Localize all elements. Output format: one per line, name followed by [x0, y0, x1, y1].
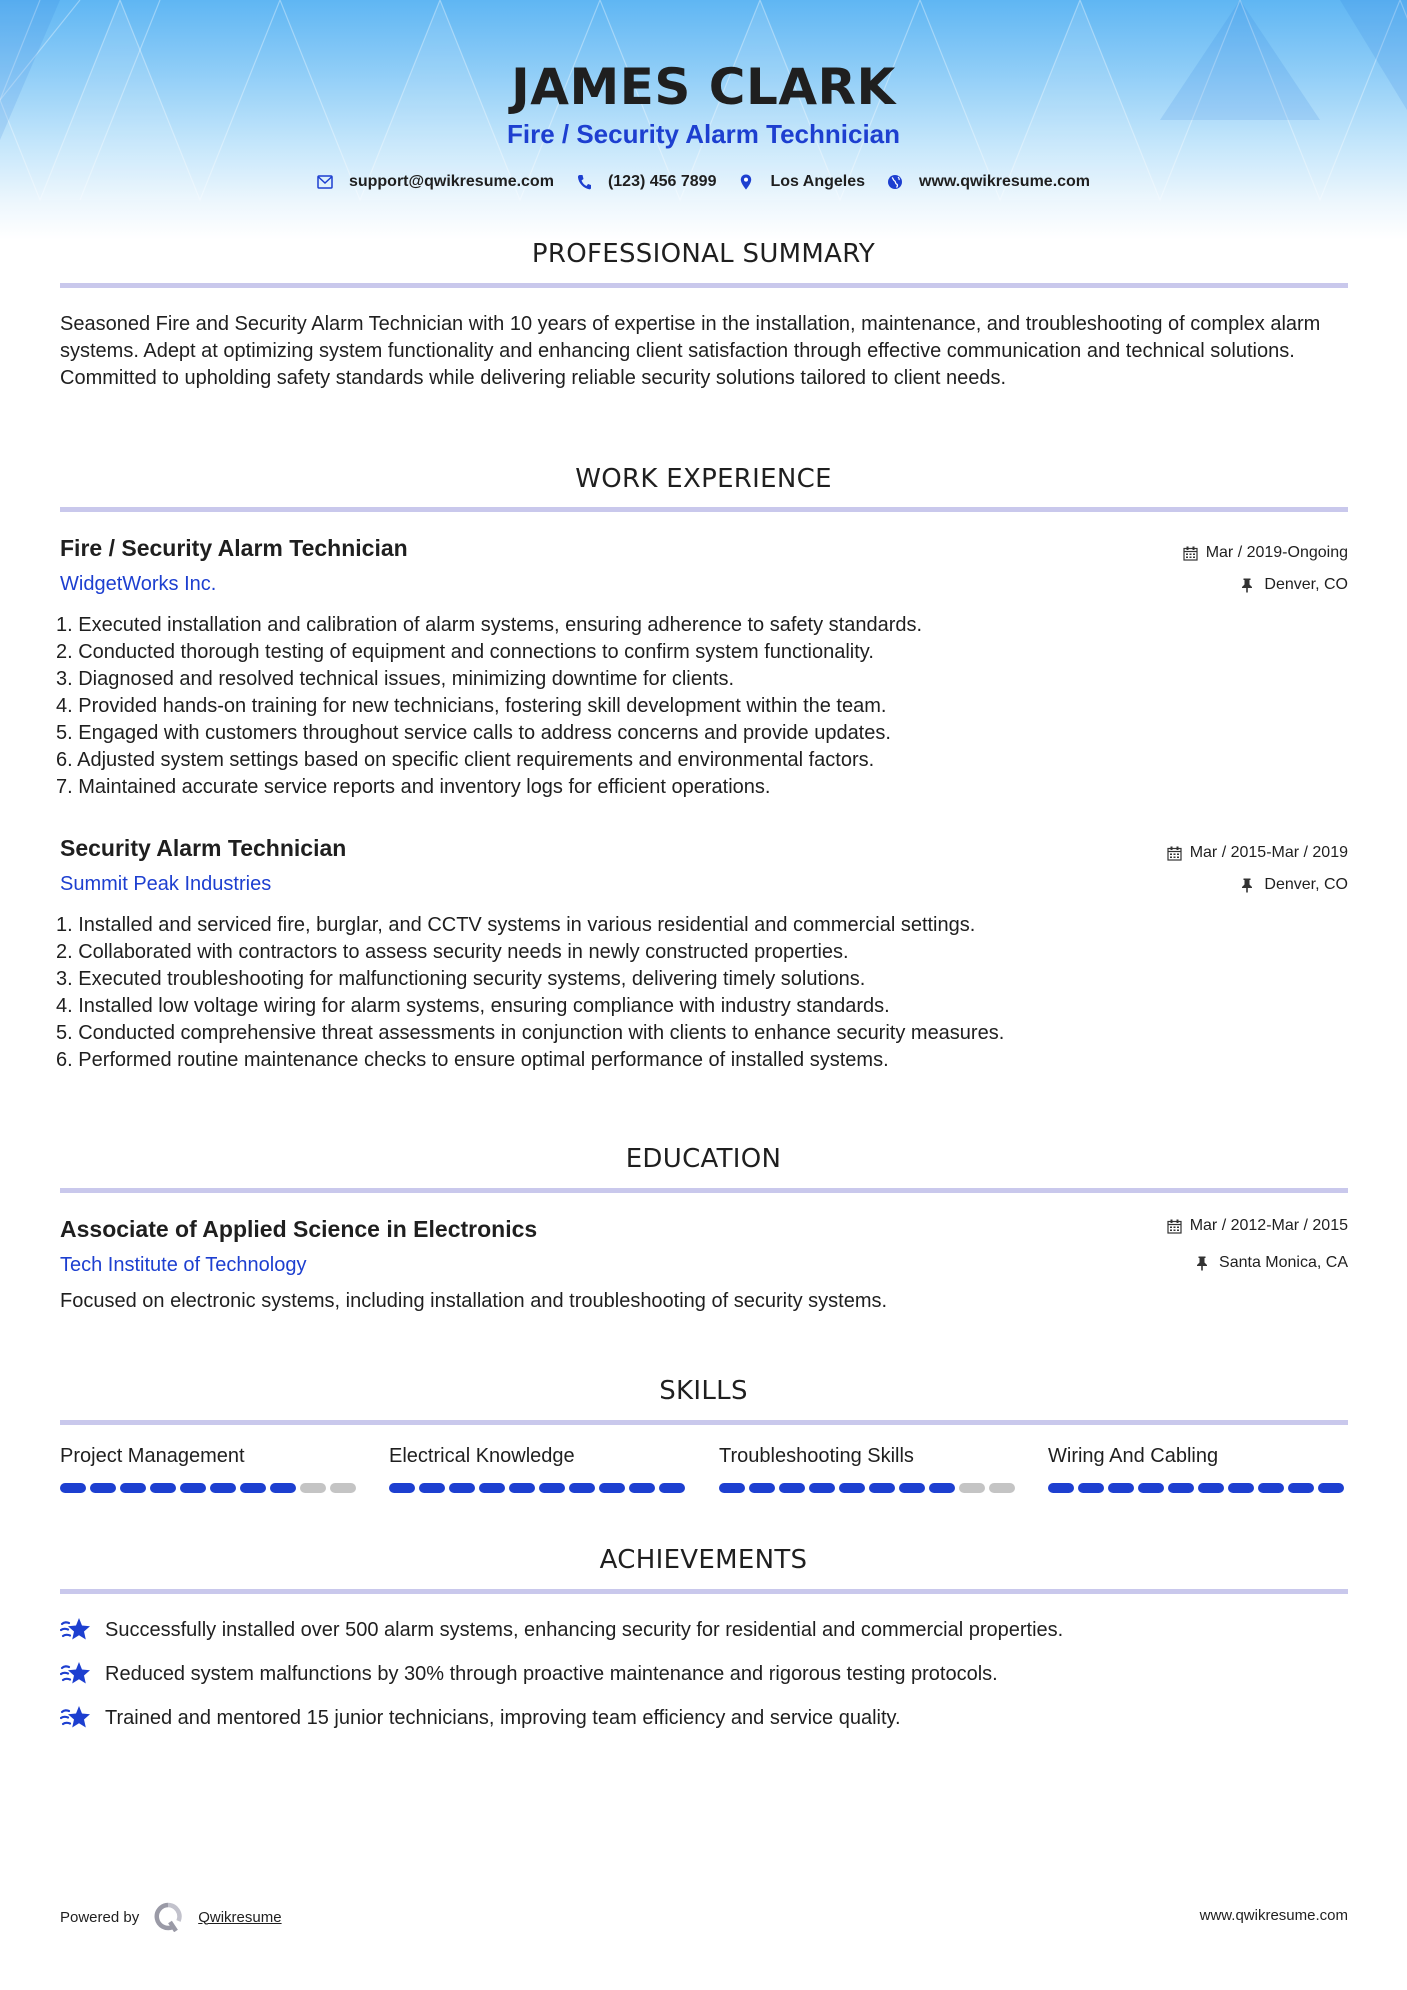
education-dates — [1167, 1217, 1348, 1235]
skill-segment-empty — [959, 1483, 985, 1493]
skill-segment-filled — [749, 1483, 775, 1493]
education-dates-text: Mar / 2012-Mar / 2015 — [1189, 1217, 1348, 1234]
qwikresume-link[interactable]: Qwikresume — [198, 1908, 282, 1926]
section-title-experience: WORK EXPERIENCE — [575, 464, 832, 494]
skill-name: Wiring And Cabling — [1048, 1445, 1219, 1467]
job-bullets — [56, 612, 1356, 801]
calendar-icon — [1183, 546, 1198, 561]
achievement-text: Reduced system malfunctions by 30% through proactive maintenance and rigorous testing protocols. — [105, 1662, 998, 1685]
qwikresume-logo-icon — [153, 1902, 183, 1932]
achievement-text: Trained and mentored 15 junior technicians, improving team efficiency and service quality. — [105, 1706, 901, 1729]
job-bullet: 4. Installed low voltage wiring for alarm systems, ensuring compliance with industry standards. — [56, 995, 890, 1017]
skill-segment-filled — [389, 1483, 415, 1493]
skill-item — [719, 1445, 1019, 1493]
website-text: www.qwikresume.com — [919, 173, 1091, 190]
skill-segment-filled — [240, 1483, 266, 1493]
skill-segment-filled — [569, 1483, 595, 1493]
job-bullet: 2. Conducted thorough testing of equipment and connections to confirm system functionality. — [56, 641, 874, 663]
skill-segment-filled — [629, 1483, 655, 1493]
shooting-star-icon — [60, 1617, 92, 1643]
skill-segment-filled — [180, 1483, 206, 1493]
skill-rating-bar — [389, 1483, 689, 1493]
job-bullet: 1. Executed installation and calibration of alarm systems, ensuring adherence to safety standards. — [56, 614, 923, 636]
skill-item — [60, 1445, 360, 1493]
job-dates — [1183, 544, 1348, 562]
candidate-title: Fire / Security Alarm Technician — [506, 119, 901, 149]
job-dates-text: Mar / 2015-Mar / 2019 — [1189, 844, 1348, 861]
powered-by-label: Powered by — [60, 1908, 140, 1926]
skill-name: Troubleshooting Skills — [719, 1445, 914, 1467]
contact-website[interactable] — [887, 173, 1090, 191]
skill-segment-filled — [1078, 1483, 1104, 1493]
contact-phone[interactable] — [576, 173, 717, 191]
phone-icon — [576, 174, 592, 190]
footer-powered-by — [60, 1902, 282, 1932]
skill-segment-filled — [1288, 1483, 1314, 1493]
summary-text: Seasoned Fire and Security Alarm Technician with 10 years of expertise in the installation, maintenance, and troubleshooting of complex alarm systems. Adept at optimizing system functionality and enhancing client satisfaction through effective communication and technical solutions. Committed to upholding safety standards while delivering reliable security solutions tailored to client needs. — [60, 313, 1321, 389]
achievement-item — [60, 1661, 998, 1687]
company-name: WidgetWorks Inc. — [60, 573, 217, 595]
skill-segment-empty — [330, 1483, 356, 1493]
section-title-education: EDUCATION — [625, 1144, 782, 1174]
skill-segment-filled — [659, 1483, 685, 1493]
shooting-star-icon — [60, 1661, 92, 1687]
shooting-star-icon — [60, 1705, 92, 1731]
section-title-skills: SKILLS — [659, 1376, 748, 1406]
skill-segment-filled — [210, 1483, 236, 1493]
skill-segment-filled — [839, 1483, 865, 1493]
skill-segment-filled — [90, 1483, 116, 1493]
company-name: Summit Peak Industries — [60, 873, 272, 895]
job-bullet: 5. Conducted comprehensive threat assessments in conjunction with clients to enhance security measures. — [56, 1022, 1005, 1044]
section-divider — [60, 1420, 1348, 1425]
skill-item — [1048, 1445, 1348, 1493]
skill-segment-filled — [120, 1483, 146, 1493]
pushpin-icon — [1241, 578, 1256, 593]
calendar-icon — [1167, 846, 1182, 861]
job-bullet: 4. Provided hands-on training for new technicians, fostering skill development within the team. — [56, 695, 887, 717]
skill-segment-filled — [1108, 1483, 1134, 1493]
skill-rating-bar — [1048, 1483, 1348, 1493]
job-location — [1241, 576, 1348, 594]
pushpin-icon — [1196, 1256, 1211, 1271]
envelope-icon — [317, 174, 333, 190]
section-divider — [60, 1589, 1348, 1594]
skill-segment-filled — [599, 1483, 625, 1493]
achievement-text: Successfully installed over 500 alarm systems, enhancing security for residential and commercial properties. — [105, 1618, 1064, 1641]
skill-segment-filled — [809, 1483, 835, 1493]
calendar-icon — [1167, 1219, 1182, 1234]
skill-segment-filled — [779, 1483, 805, 1493]
contact-location — [738, 173, 865, 191]
job-bullet: 7. Maintained accurate service reports and inventory logs for efficient operations. — [56, 776, 771, 798]
location-text: Los Angeles — [770, 173, 866, 190]
education-location-text: Santa Monica, CA — [1219, 1254, 1348, 1271]
skill-segment-filled — [419, 1483, 445, 1493]
skill-rating-bar — [60, 1483, 360, 1493]
job-bullet: 3. Diagnosed and resolved technical issues, minimizing downtime for clients. — [56, 668, 735, 690]
section-divider — [60, 1188, 1348, 1193]
footer-website[interactable]: www.qwikresume.com — [1199, 1907, 1348, 1924]
section-divider — [60, 283, 1348, 288]
email-text: support@qwikresume.com — [348, 173, 554, 190]
skill-segment-filled — [479, 1483, 505, 1493]
job-location-text: Denver, CO — [1264, 876, 1348, 893]
education-location — [1196, 1254, 1348, 1272]
job-location-text: Denver, CO — [1264, 576, 1348, 593]
skill-segment-filled — [899, 1483, 925, 1493]
job-bullet: 1. Installed and serviced fire, burglar, and CCTV systems in various residential and commercial settings. — [56, 914, 976, 936]
skill-segment-filled — [1168, 1483, 1194, 1493]
job-bullet: 6. Performed routine maintenance checks to ensure optimal performance of installed systems. — [56, 1049, 889, 1071]
skill-segment-filled — [1258, 1483, 1284, 1493]
skill-segment-filled — [1048, 1483, 1074, 1493]
skill-name: Project Management — [60, 1445, 245, 1467]
globe-icon — [887, 174, 903, 190]
skill-segment-empty — [989, 1483, 1015, 1493]
job-location — [1241, 876, 1348, 894]
job-dates-text: Mar / 2019-Ongoing — [1205, 544, 1348, 561]
resume-header — [0, 0, 1407, 240]
skill-segment-filled — [719, 1483, 745, 1493]
skill-segment-filled — [449, 1483, 475, 1493]
education-description: Focused on electronic systems, including installation and troubleshooting of security systems. — [60, 1290, 888, 1312]
section-title-achievements: ACHIEVEMENTS — [599, 1545, 808, 1575]
skill-rating-bar — [719, 1483, 1019, 1493]
contact-email[interactable] — [317, 173, 554, 191]
candidate-name: JAMES CLARK — [511, 58, 896, 116]
skill-segment-filled — [539, 1483, 565, 1493]
degree-title: Associate of Applied Science in Electronics — [60, 1216, 538, 1242]
skill-segment-filled — [1198, 1483, 1224, 1493]
job-bullets — [56, 912, 1356, 1074]
achievement-item — [60, 1705, 901, 1731]
map-pin-icon — [738, 174, 754, 190]
job-dates — [1167, 844, 1348, 862]
section-divider — [60, 507, 1348, 512]
skill-segment-filled — [60, 1483, 86, 1493]
skill-segment-filled — [1318, 1483, 1344, 1493]
skill-segment-filled — [509, 1483, 535, 1493]
skill-segment-empty — [300, 1483, 326, 1493]
skill-segment-filled — [1138, 1483, 1164, 1493]
achievement-item — [60, 1617, 1063, 1643]
skill-segment-filled — [150, 1483, 176, 1493]
job-bullet: 5. Engaged with customers throughout service calls to address concerns and provide updates. — [56, 722, 891, 744]
skill-segment-filled — [929, 1483, 955, 1493]
job-bullet: 3. Executed troubleshooting for malfunctioning security systems, delivering timely solutions. — [56, 968, 866, 990]
skill-segment-filled — [270, 1483, 296, 1493]
job-title: Fire / Security Alarm Technician — [60, 535, 408, 561]
job-bullet: 6. Adjusted system settings based on specific client requirements and environmental factors. — [56, 749, 875, 771]
skill-item — [389, 1445, 689, 1493]
skill-name: Electrical Knowledge — [389, 1445, 575, 1467]
skill-segment-filled — [1228, 1483, 1254, 1493]
phone-text: (123) 456 7899 — [607, 173, 717, 190]
school-name: Tech Institute of Technology — [60, 1254, 307, 1276]
job-bullet: 2. Collaborated with contractors to assess security needs in newly constructed properties. — [56, 941, 849, 963]
contact-bar — [0, 173, 1407, 191]
pushpin-icon — [1241, 878, 1256, 893]
section-title-summary: PROFESSIONAL SUMMARY — [531, 239, 876, 269]
job-title: Security Alarm Technician — [60, 835, 347, 861]
skill-segment-filled — [869, 1483, 895, 1493]
